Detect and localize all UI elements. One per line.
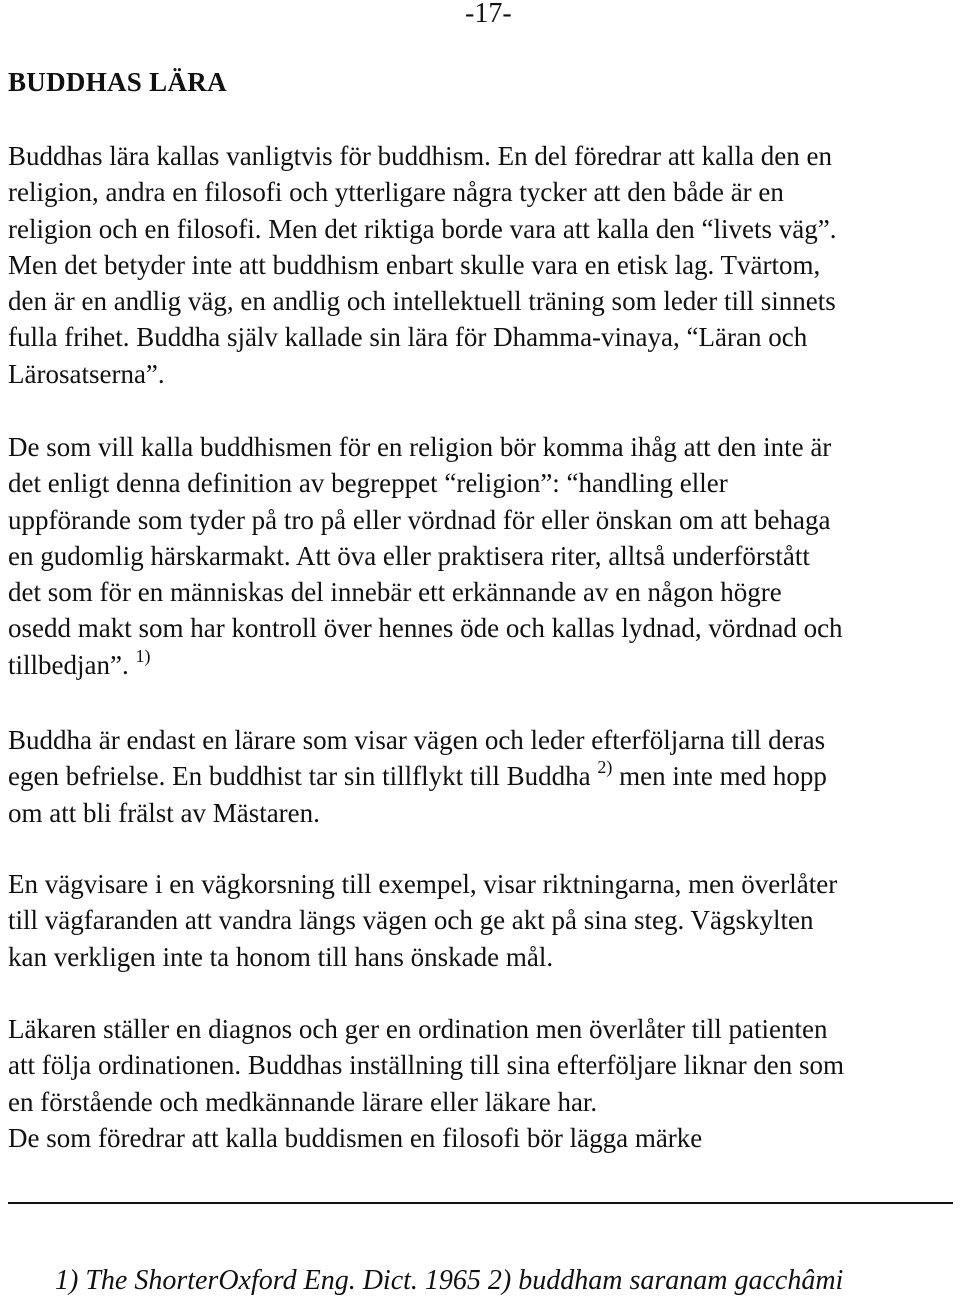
paragraph-1 [8, 138, 958, 392]
page-number: -17- [465, 0, 512, 29]
text-line: om att bli frälst av Mästaren. [8, 797, 320, 828]
text-line: Lärosatserna”. [8, 358, 165, 389]
text-line: den är en andlig väg, en andlig och intellektuell träning som leder till sinnets [8, 286, 836, 317]
text-line: osedd makt som har kontroll över hennes öde och kallas lydnad, vördnad och [8, 613, 843, 644]
text-span: egen befrielse. En buddhist tar sin tillflykt till Buddha [8, 761, 591, 792]
text-line: fulla frihet. Buddha själv kallade sin lära för Dhamma-vinaya, “Läran och [8, 322, 808, 353]
footnote-reference: 2) [597, 757, 613, 778]
footnote: 1) The ShorterOxford Eng. Dict. 1965 2) buddham saranam gacchâmi [55, 1265, 844, 1296]
text-line: religion och en filosofi. Men det riktiga borde vara att kalla den “livets väg”. [8, 213, 837, 244]
text-line: De som föredrar att kalla buddismen en filosofi bör lägga märke [8, 1122, 703, 1153]
paragraph-5 [8, 1011, 958, 1156]
text-line [8, 758, 958, 794]
text-line: De som vill kalla buddhismen för en religion bör komma ihåg att den inte är [8, 432, 832, 462]
text-line [8, 647, 958, 683]
paragraph-3 [8, 722, 958, 831]
text-line: en förstående och medkännande lärare eller läkare har. [8, 1086, 598, 1117]
text-line: det som för en människas del innebär ett erkännande av en någon högre [8, 577, 782, 608]
text-line: det enligt denna definition av begreppet “religion”: “handling eller [8, 468, 728, 499]
text-line: Men det betyder inte att buddhism enbart skulle vara en etisk lag. Tvärtom, [8, 249, 821, 280]
text-line: kan verkligen inte ta honom till hans önskade mål. [8, 941, 554, 972]
paragraph-2 [8, 429, 958, 683]
text-line: Läkaren ställer en diagnos och ger en ordination men överlåter till patienten [8, 1014, 828, 1044]
footnote-divider [8, 1202, 953, 1204]
text-line: Buddhas lära kallas vanligtvis för buddhism. En del föredrar att kalla den en [8, 141, 833, 171]
footnote-reference: 1) [135, 645, 151, 666]
text-span: men inte med hopp [619, 761, 827, 792]
text-span: tillbedjan”. [8, 649, 129, 680]
text-line: religion, andra en filosofi och ytterligare några tycker att den både är en [8, 177, 784, 208]
paragraph-4 [8, 866, 958, 975]
text-line: uppförande som tyder på tro på eller vördnad för eller önskan om att behaga [8, 504, 831, 535]
page-title: BUDDHAS LÄRA [8, 67, 227, 97]
text-line: att följa ordinationen. Buddhas inställning till sina efterföljare liknar den som [8, 1050, 845, 1081]
text-line: en gudomlig härskarmakt. Att öva eller praktisera riter, alltså underförstått [8, 540, 810, 571]
text-line: till vägfaranden att vandra längs vägen och ge akt på sina steg. Vägskylten [8, 905, 814, 936]
text-line: Buddha är endast en lärare som visar vägen och leder efterföljarna till deras [8, 725, 826, 755]
text-line: En vägvisare i en vägkorsning till exempel, visar riktningarna, men överlåter [8, 869, 838, 899]
